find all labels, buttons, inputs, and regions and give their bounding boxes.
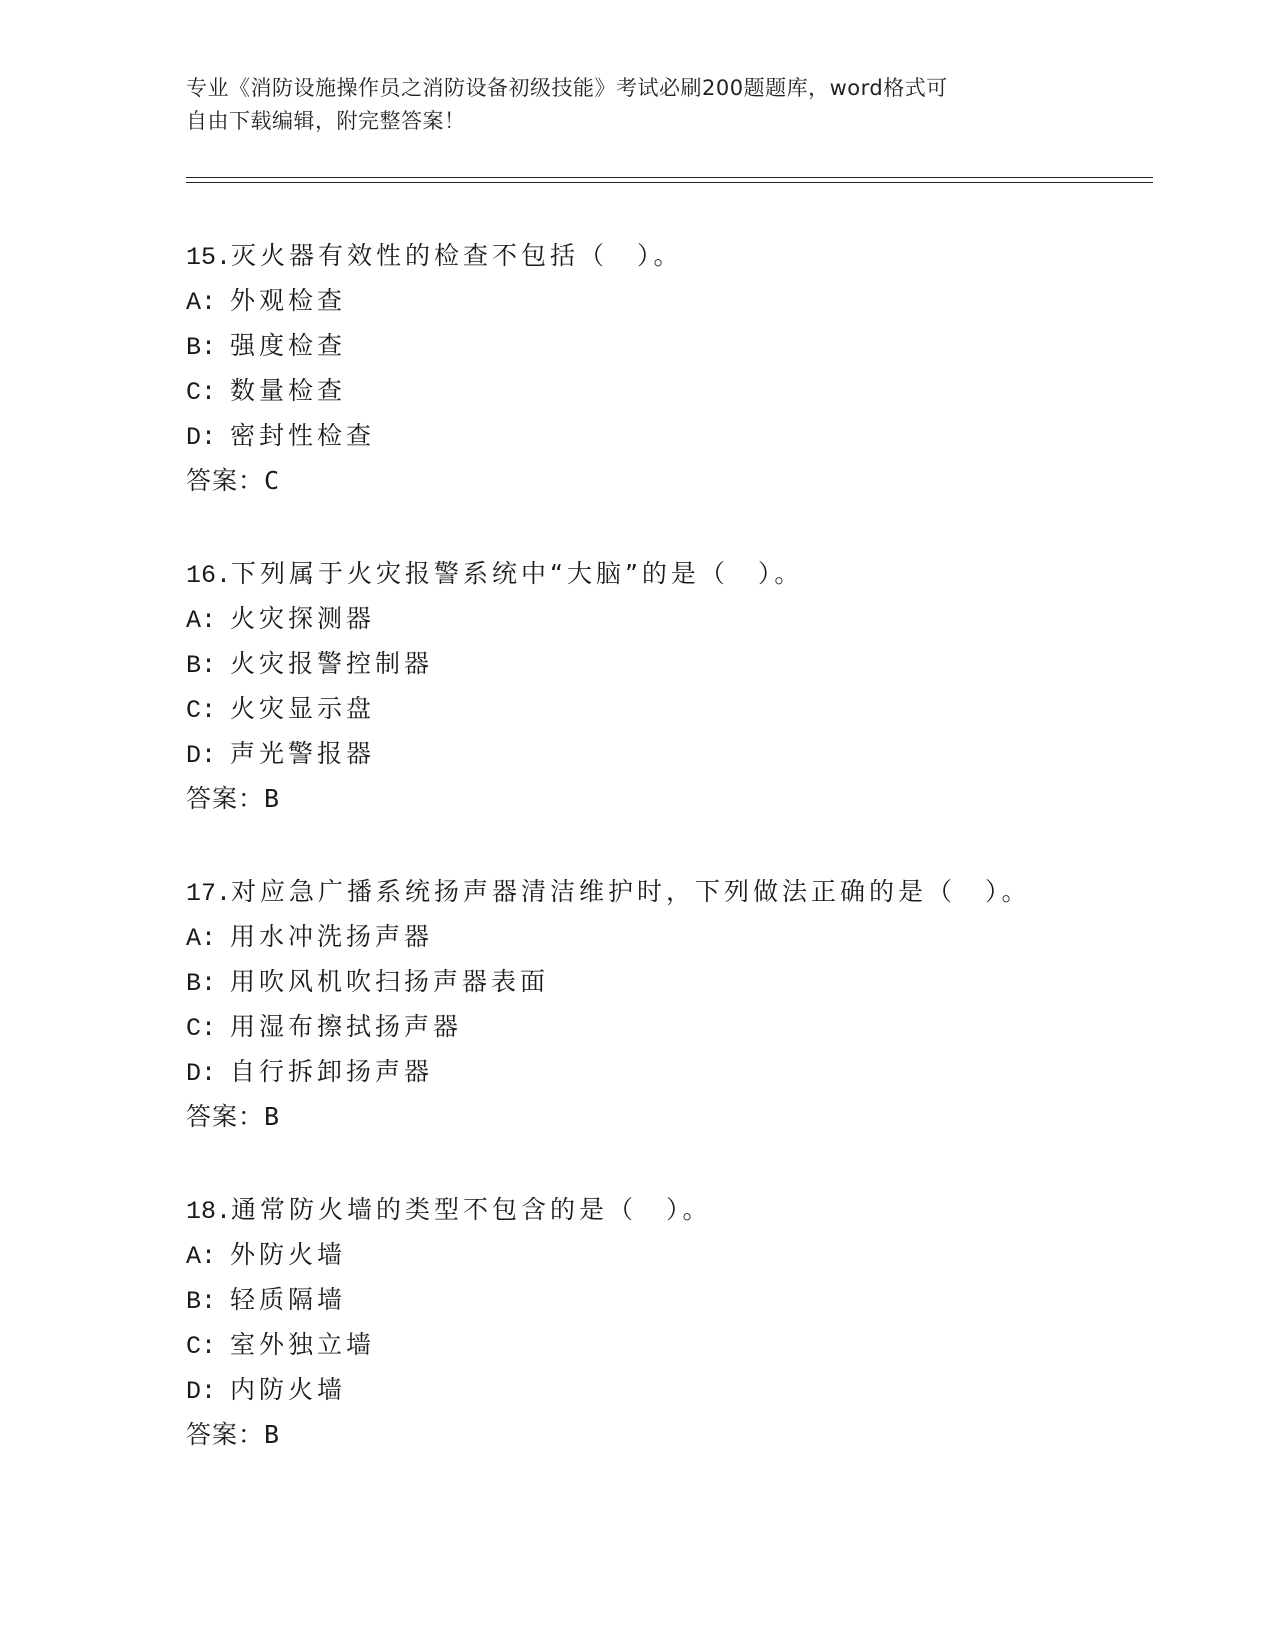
question-16 bbox=[186, 551, 1186, 869]
option-text: 火灾报警控制器 bbox=[230, 649, 434, 678]
option-a bbox=[186, 596, 1186, 641]
header-line-1: 专业《消防设施操作员之消防设备初级技能》考试必刷200题题库，word格式可 bbox=[186, 76, 948, 100]
option-text: 用吹风机吹扫扬声器表面 bbox=[230, 967, 550, 996]
answer-line bbox=[186, 776, 1186, 821]
option-key: A: bbox=[186, 288, 217, 317]
option-b bbox=[186, 641, 1186, 686]
option-text: 用水冲洗扬声器 bbox=[230, 922, 434, 951]
option-text: 火灾显示盘 bbox=[230, 694, 376, 723]
option-key: B: bbox=[186, 333, 217, 362]
option-key: C: bbox=[186, 378, 217, 407]
question-17 bbox=[186, 869, 1186, 1187]
option-key: C: bbox=[186, 696, 217, 725]
question-number: 16. bbox=[186, 561, 232, 590]
option-c bbox=[186, 368, 1186, 413]
option-c bbox=[186, 1322, 1186, 1367]
option-key: B: bbox=[186, 651, 217, 680]
answer-label: 答案： bbox=[186, 1420, 265, 1449]
option-text: 数量检查 bbox=[230, 376, 347, 405]
answer-value: B bbox=[264, 1102, 281, 1131]
question-number: 17. bbox=[186, 879, 232, 908]
option-d bbox=[186, 731, 1186, 776]
option-key: C: bbox=[186, 1014, 217, 1043]
option-key: D: bbox=[186, 741, 217, 770]
option-c bbox=[186, 686, 1186, 731]
option-b bbox=[186, 959, 1186, 1004]
option-text: 火灾探测器 bbox=[230, 604, 376, 633]
option-text: 轻质隔墙 bbox=[230, 1285, 347, 1314]
answer-label: 答案： bbox=[186, 466, 265, 495]
option-text: 强度检查 bbox=[230, 331, 347, 360]
option-key: B: bbox=[186, 1287, 217, 1316]
option-a bbox=[186, 914, 1186, 959]
header-divider-bottom bbox=[186, 182, 1153, 183]
option-key: A: bbox=[186, 606, 217, 635]
question-15 bbox=[186, 233, 1186, 551]
option-key: B: bbox=[186, 969, 217, 998]
question-text: 通常防火墙的类型不包含的是（ ）。 bbox=[231, 1195, 712, 1224]
option-key: D: bbox=[186, 1059, 217, 1088]
option-text: 自行拆卸扬声器 bbox=[230, 1057, 434, 1086]
option-a bbox=[186, 278, 1186, 323]
option-a bbox=[186, 1232, 1186, 1277]
answer-label: 答案： bbox=[186, 1102, 265, 1131]
question-list bbox=[186, 233, 1186, 1505]
option-b bbox=[186, 323, 1186, 368]
question-number: 15. bbox=[186, 243, 232, 272]
option-key: A: bbox=[186, 924, 217, 953]
answer-line bbox=[186, 458, 1186, 503]
option-key: D: bbox=[186, 1377, 217, 1406]
question-number: 18. bbox=[186, 1197, 232, 1226]
question-stem bbox=[186, 233, 1186, 278]
option-text: 声光警报器 bbox=[230, 739, 376, 768]
question-text: 对应急广播系统扬声器清洁维护时，下列做法正确的是（ ）。 bbox=[231, 877, 1031, 906]
option-key: D: bbox=[186, 423, 217, 452]
option-d bbox=[186, 1367, 1186, 1412]
header-line-2: 自由下载编辑，附完整答案！ bbox=[186, 109, 466, 133]
option-d bbox=[186, 413, 1186, 458]
question-text: 下列属于火灾报警系统中“大脑”的是（ ）。 bbox=[231, 559, 804, 588]
option-key: C: bbox=[186, 1332, 217, 1361]
answer-value: B bbox=[264, 1420, 281, 1449]
option-key: A: bbox=[186, 1242, 217, 1271]
document-header bbox=[186, 72, 1086, 138]
option-text: 内防火墙 bbox=[230, 1375, 347, 1404]
answer-label: 答案： bbox=[186, 784, 265, 813]
question-stem bbox=[186, 551, 1186, 596]
answer-line bbox=[186, 1094, 1186, 1139]
option-text: 密封性检查 bbox=[230, 421, 376, 450]
question-stem bbox=[186, 1187, 1186, 1232]
option-text: 外观检查 bbox=[230, 286, 347, 315]
option-text: 用湿布擦拭扬声器 bbox=[230, 1012, 463, 1041]
answer-value: B bbox=[264, 784, 281, 813]
answer-value: C bbox=[264, 466, 281, 495]
option-text: 室外独立墙 bbox=[230, 1330, 376, 1359]
option-d bbox=[186, 1049, 1186, 1094]
option-text: 外防火墙 bbox=[230, 1240, 347, 1269]
header-divider-top bbox=[186, 177, 1153, 178]
question-stem bbox=[186, 869, 1186, 914]
question-18 bbox=[186, 1187, 1186, 1505]
option-b bbox=[186, 1277, 1186, 1322]
answer-line bbox=[186, 1412, 1186, 1457]
question-text: 灭火器有效性的检查不包括（ ）。 bbox=[231, 241, 683, 270]
option-c bbox=[186, 1004, 1186, 1049]
